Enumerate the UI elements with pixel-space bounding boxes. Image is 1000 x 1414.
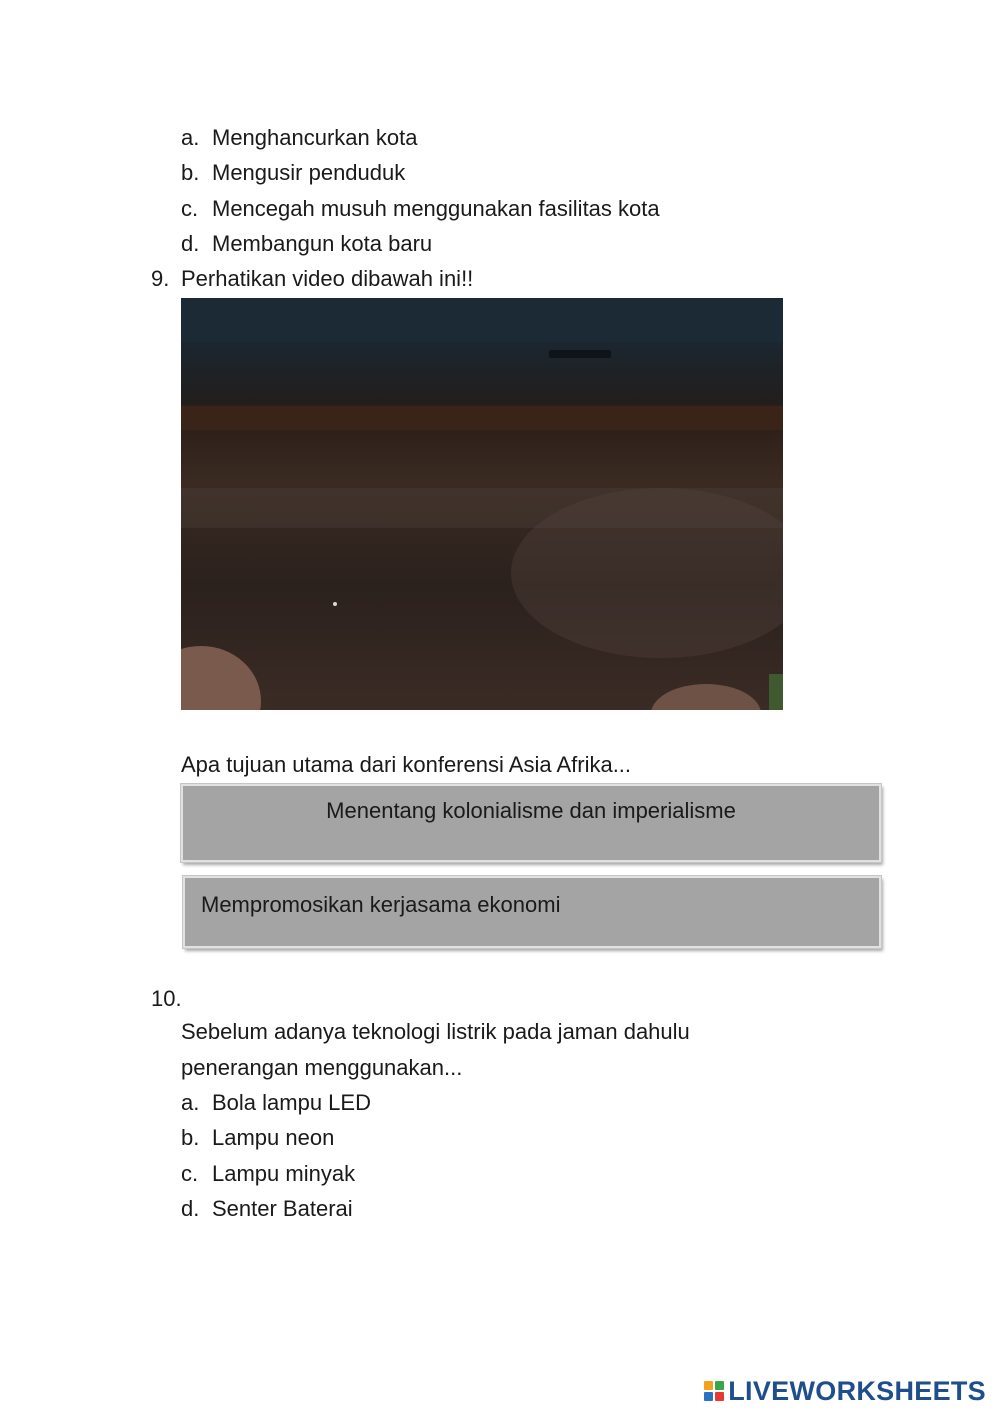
q8-option-c <box>181 194 660 224</box>
video-frame-stripe <box>181 406 783 430</box>
video-player[interactable] <box>181 298 783 710</box>
q10-question-line-2: penerangan menggunakan... <box>181 1055 463 1080</box>
option-text: Membangun kota baru <box>212 231 433 256</box>
video-frame-smoke <box>511 488 783 658</box>
option-mark: d. <box>181 1196 200 1221</box>
video-frame-ceiling <box>181 298 783 342</box>
option-text: Lampu neon <box>212 1125 335 1150</box>
option-mark: b. <box>181 1125 200 1150</box>
logo-square <box>715 1392 724 1401</box>
logo-square <box>704 1392 713 1401</box>
option-text: Lampu minyak <box>212 1161 356 1186</box>
answer-option-2[interactable] <box>183 876 881 948</box>
option-text: Senter Baterai <box>212 1196 353 1221</box>
answer-option-1-label: Menentang kolonialisme dan imperialisme <box>326 798 736 823</box>
liveworksheets-logo <box>704 1376 986 1406</box>
option-text: Bola lampu LED <box>212 1090 371 1115</box>
q10-option-d <box>181 1194 353 1224</box>
q10-question-line-1: Sebelum adanya teknologi listrik pada jaman dahulu <box>181 1019 690 1044</box>
option-text: Mencegah musuh menggunakan fasilitas kota <box>212 196 660 221</box>
q8-option-d <box>181 229 432 259</box>
q10-option-c <box>181 1159 355 1189</box>
q9-instruction: Perhatikan video dibawah ini!! <box>181 266 474 291</box>
logo-grid-icon <box>704 1381 724 1401</box>
question-number-10: 10. <box>151 986 182 1011</box>
question-number-9: 9. <box>151 266 170 291</box>
q8-option-a <box>181 123 417 153</box>
video-frame-plant <box>769 674 783 710</box>
q8-option-b <box>181 158 405 188</box>
answer-option-1[interactable] <box>181 784 881 862</box>
video-frame-fixture <box>549 350 611 358</box>
option-mark: a. <box>181 125 200 150</box>
q9-question: Apa tujuan utama dari konferensi Asia Afrika... <box>181 752 632 777</box>
option-mark: a. <box>181 1090 200 1115</box>
video-frame-light-dot <box>333 602 337 606</box>
logo-square <box>715 1381 724 1390</box>
option-mark: d. <box>181 231 200 256</box>
answer-option-2-label: Mempromosikan kerjasama ekonomi <box>201 892 561 917</box>
video-frame-figure-left <box>181 646 261 710</box>
q10-option-b <box>181 1123 334 1153</box>
logo-text: LIVEWORKSHEETS <box>728 1375 986 1406</box>
video-frame-beam <box>181 342 783 404</box>
video-frame-figure-right <box>651 684 761 710</box>
logo-square <box>704 1381 713 1390</box>
option-text: Mengusir penduduk <box>212 160 406 185</box>
option-mark: c. <box>181 196 199 221</box>
option-mark: b. <box>181 160 200 185</box>
q10-option-a <box>181 1088 371 1118</box>
option-mark: c. <box>181 1161 199 1186</box>
option-text: Menghancurkan kota <box>212 125 418 150</box>
